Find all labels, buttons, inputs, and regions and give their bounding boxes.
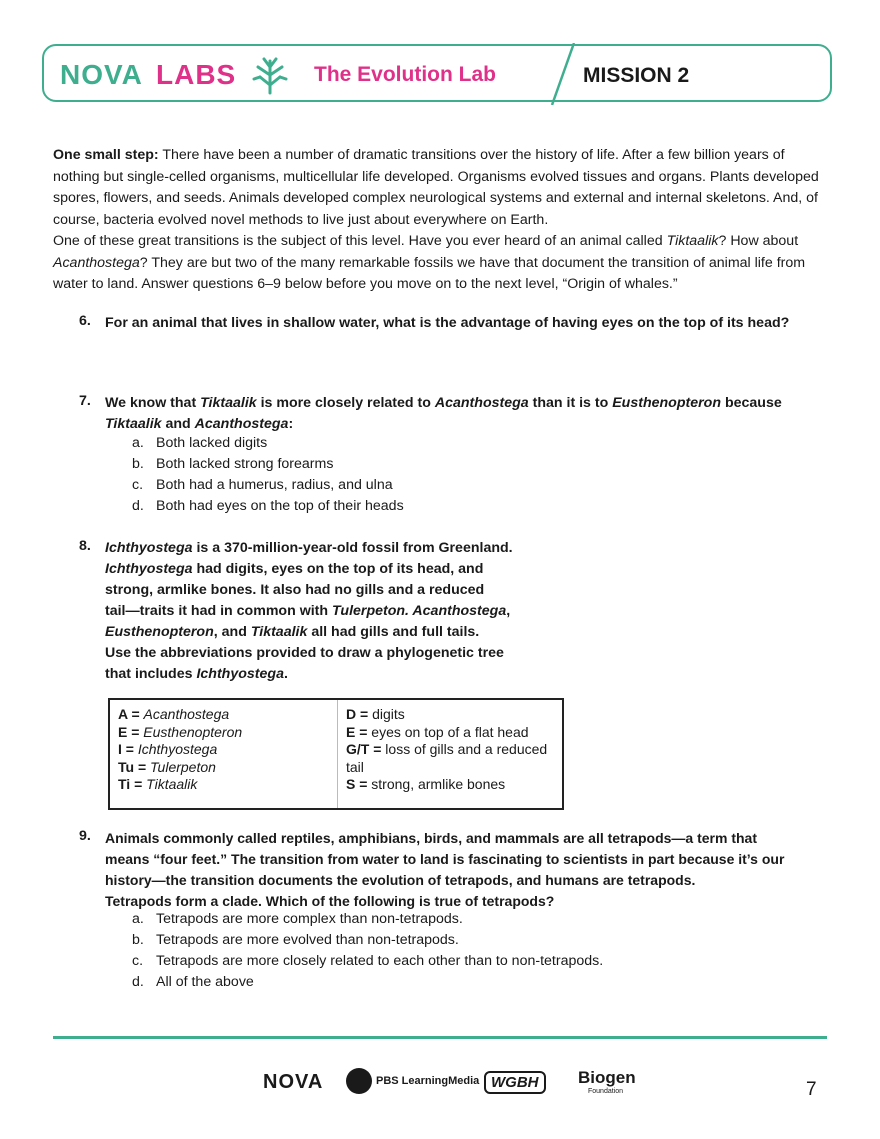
key-row: [118, 724, 329, 742]
key-abbr: Ti =: [118, 776, 143, 792]
option-letter: b.: [132, 932, 144, 948]
option-c[interactable]: [132, 951, 603, 972]
lab-title: The Evolution Lab: [314, 63, 496, 86]
key-row: [118, 741, 329, 759]
option-letter: c.: [132, 953, 144, 969]
option-text: All of the above: [156, 974, 254, 990]
mission-label: MISSION 2: [583, 64, 690, 87]
nova-footer-logo: NOVA: [263, 1071, 324, 1093]
species-key: [110, 700, 338, 808]
key-name: strong, armlike bones: [371, 776, 506, 792]
key-abbr: E =: [118, 723, 140, 740]
page-number: 7: [806, 1079, 817, 1100]
option-d[interactable]: [132, 972, 603, 993]
key-abbr: G/T =: [346, 741, 382, 757]
key-name: Ichthyostega: [137, 741, 218, 757]
biogen-foundation-label: Foundation: [588, 1088, 624, 1095]
q-text: strong, armlike bones. It also had no gills and a reduced: [105, 582, 485, 598]
question-7: [105, 393, 825, 435]
page-header: [42, 44, 832, 102]
intro-text-1: There have been a number of dramatic transitions over the history of life. After a few billion years of nothing but single-celled organisms, multicellular life developed. Organisms evolved tissues and organs. Plants developed spores, flowers, and seeds. Animals developed complex neurological systems and external and internal skeletons. And, of course, bacteria evolved novel methods to live just about everywhere on Earth.: [53, 147, 819, 228]
option-text: Tetrapods are more evolved than non-tetrapods.: [156, 932, 459, 948]
key-row: [346, 724, 554, 742]
question-8: [105, 538, 545, 685]
q-text: is more closely related to: [256, 395, 435, 411]
q-text: means “four feet.” The transition from water to land is fascinating to scientists in part because it’s our: [105, 851, 785, 867]
header-divider: [544, 43, 584, 105]
option-letter: c.: [132, 477, 144, 493]
nova-logo: NOVA: [60, 59, 143, 90]
q-text: had digits, eyes on the top of its head, and: [192, 561, 484, 577]
key-abbr: E =: [346, 723, 368, 740]
q-text: all had gills and full tails.: [307, 624, 480, 640]
intro-text-2: ? How about: [718, 233, 799, 249]
intro-lead: One small step:: [53, 147, 159, 163]
q-text: ,: [506, 603, 511, 619]
intro-text-2: ? They are but two of the many remarkable fossils we have that document the transition of animal life from water to land. Answer questions 6–9 below before you move on to the next level, “Origin of whales.”: [53, 254, 806, 292]
q-text: history—the transition documents the evolution of tetrapods, and humans are tetrapods.: [105, 872, 696, 888]
option-b[interactable]: [132, 454, 404, 475]
key-name: loss of gills and a reduced tail: [346, 741, 548, 775]
key-row: [118, 759, 329, 777]
question-number: 8.: [79, 538, 91, 554]
key-row: [346, 776, 554, 794]
abbreviation-key-table: [108, 698, 564, 810]
option-letter: a.: [132, 911, 144, 927]
q-text: than it is to: [528, 395, 613, 411]
intro-italic: Tiktaalik: [666, 233, 719, 249]
option-letter: a.: [132, 435, 144, 451]
q-italic: Ichthyostega: [196, 666, 284, 682]
q-text: :: [288, 416, 294, 432]
key-name: Eusthenopteron: [143, 723, 243, 740]
key-name: Tulerpeton: [150, 758, 216, 775]
intro-italic: Acanthostega: [53, 254, 140, 271]
q-text: Tetrapods form a clade. Which of the following is true of tetrapods?: [105, 893, 555, 909]
tree-icon: [252, 55, 288, 95]
q-italic: Acanthostega: [434, 395, 529, 411]
option-letter: d.: [132, 498, 144, 514]
q-text: is a 370-million-year-old fossil from Greenland.: [192, 540, 513, 556]
q-text: We know that: [105, 395, 201, 411]
option-d[interactable]: [132, 496, 404, 517]
key-row: [346, 706, 554, 724]
q-text: that includes: [105, 666, 197, 682]
question-number: 7.: [79, 393, 91, 409]
q-text: , and: [213, 624, 251, 640]
biogen-footer-logo: Biogen: [578, 1068, 636, 1087]
question-number: 6.: [79, 313, 91, 329]
key-abbr: I =: [118, 741, 134, 757]
wgbh-footer-logo: WGBH: [484, 1071, 546, 1094]
trait-key: [338, 700, 562, 808]
key-abbr: D =: [346, 706, 369, 722]
option-text: Both had a humerus, radius, and ulna: [156, 477, 393, 493]
option-b[interactable]: [132, 930, 603, 951]
q9-options: [132, 909, 603, 993]
option-text: Tetrapods are more closely related to each other than to non-tetrapods.: [156, 953, 604, 969]
q-italic: Tiktaalik: [105, 416, 162, 432]
key-name: digits: [372, 706, 405, 722]
q-italic: Eusthenopteron: [105, 624, 214, 640]
q-text: tail—traits it had in common with: [105, 603, 333, 619]
q-italic: Eusthenopteron: [612, 395, 721, 411]
pbs-icon: [346, 1068, 372, 1094]
key-row: [118, 706, 329, 724]
option-c[interactable]: [132, 475, 404, 496]
key-abbr: Tu =: [118, 758, 147, 775]
q-italic: Tiktaalik: [250, 624, 308, 640]
q-text: Use the abbreviations provided to draw a phylogenetic tree: [105, 645, 504, 661]
question-9: [105, 828, 830, 912]
option-text: Both had eyes on the top of their heads: [156, 498, 404, 514]
option-text: Tetrapods are more complex than non-tetrapods.: [156, 911, 463, 927]
q7-options: [132, 433, 404, 517]
key-abbr: A =: [118, 706, 140, 722]
q-italic: Ichthyostega: [105, 540, 193, 556]
q-text: and: [161, 416, 195, 432]
question-number: 9.: [79, 828, 91, 844]
labs-logo: LABS: [156, 59, 237, 90]
key-abbr: S =: [346, 776, 368, 792]
question-6: For an animal that lives in shallow water, what is the advantage of having eyes on the top of its head?: [105, 315, 790, 331]
option-a[interactable]: [132, 433, 404, 454]
q-italic: Acanthostega: [194, 416, 289, 432]
key-name: Tiktaalik: [146, 776, 198, 792]
option-text: Both lacked digits: [156, 435, 268, 451]
q-text: because: [721, 395, 782, 411]
option-letter: b.: [132, 456, 144, 472]
pbs-footer-logo: PBS LearningMedia: [376, 1075, 480, 1087]
key-name: eyes on top of a flat head: [371, 723, 529, 740]
key-name: Acanthostega: [143, 706, 230, 722]
intro-text-2: One of these great transitions is the subject of this level. Have you ever heard of an animal called: [53, 233, 667, 249]
q-text: .: [283, 666, 288, 682]
q-text: Animals commonly called reptiles, amphibians, birds, and mammals are all tetrapods—a term that: [105, 830, 757, 846]
option-letter: d.: [132, 974, 144, 990]
key-row: [118, 776, 329, 794]
q-italic: Tulerpeton. Acanthostega: [332, 603, 507, 619]
q-italic: Ichthyostega: [105, 561, 193, 577]
footer-divider: [53, 1036, 827, 1039]
key-row: [346, 741, 554, 776]
q-italic: Tiktaalik: [200, 395, 257, 411]
option-text: Both lacked strong forearms: [156, 456, 334, 472]
option-a[interactable]: [132, 909, 603, 930]
intro-paragraph: [53, 145, 823, 296]
